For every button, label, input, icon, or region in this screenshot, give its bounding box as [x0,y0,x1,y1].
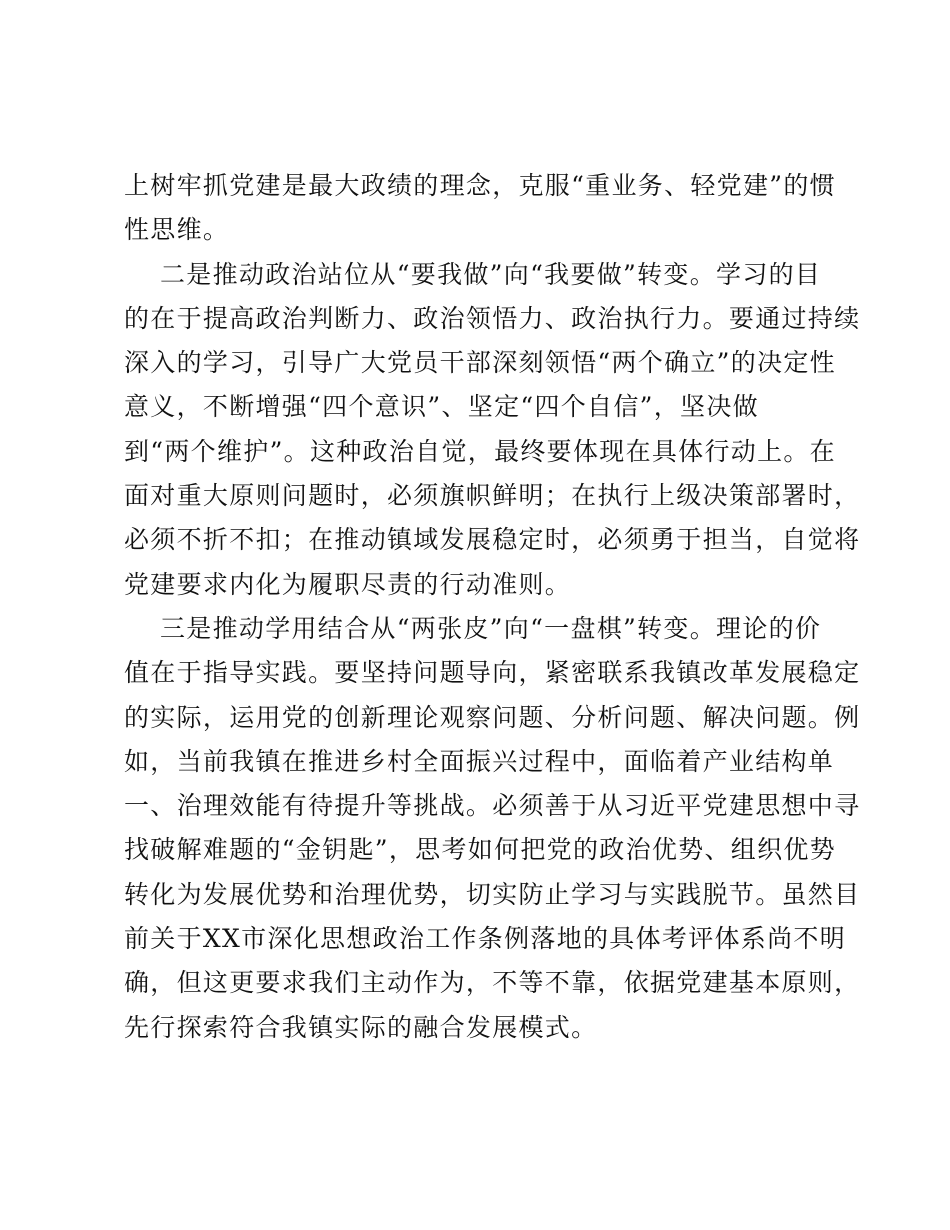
paragraph-3-first-line: 三是推动学用结合从“两张皮”向“一盘棋”转变。理论的价 [160,613,822,643]
text-line: 如，当前我镇在推进乡村全面振兴过程中，面临着产业结构单 [124,746,835,776]
text-line: 转化为发展优势和治理优势，切实防止学习与实践脱节。虽然目 [124,879,861,909]
paragraph-2-first-line: 二是推动政治站位从“要我做”向“我要做”转变。学习的目 [160,259,822,289]
text-line: 到“两个维护”。这种政治自觉，最终要体现在具体行动上。在 [124,436,836,466]
text-line: 上树牢抓党建是最大政绩的理念，克服“重业务、轻党建”的惯 [124,171,836,200]
document-body [124,164,861,1050]
text-line: 值在于指导实践。要坚持问题导向，紧密联系我镇改革发展稳定 [124,658,861,688]
text-line: 确，但这更要求我们主动作为，不等不靠，依据党建基本原则， [124,968,861,998]
text-line: 找破解难题的“金钥匙”，思考如何把党的政治优势、组织优势 [124,835,836,865]
text-line: 党建要求内化为履职尽责的行动准则。 [124,569,572,599]
text-line: 的在于提高政治判断力、政治领悟力、政治执行力。要通过持续 [124,303,861,333]
text-line: 先行探索符合我镇实际的融合发展模式。 [124,1012,598,1042]
text-line: 必须不折不扣；在推动镇域发展稳定时，必须勇于担当，自觉将 [124,525,861,555]
text-line: 面对重大原则问题时，必须旗帜鲜明；在执行上级决策部署时， [124,481,861,511]
text-line: 深入的学习，引导广大党员干部深刻领悟“两个确立”的决定性 [124,348,836,378]
text-line: 的实际，运用党的创新理论观察问题、分析问题、解决问题。例 [124,702,861,732]
text-line: 一、治理效能有待提升等挑战。必须善于从习近平党建思想中寻 [124,791,861,821]
text-line: 意义，不断增强“四个意识”、坚定“四个自信”，坚决做 [124,392,759,422]
text-line: 前关于XX市深化思想政治工作条例落地的具体考评体系尚不明 [124,924,846,954]
text-line: 性思维。 [124,215,230,245]
